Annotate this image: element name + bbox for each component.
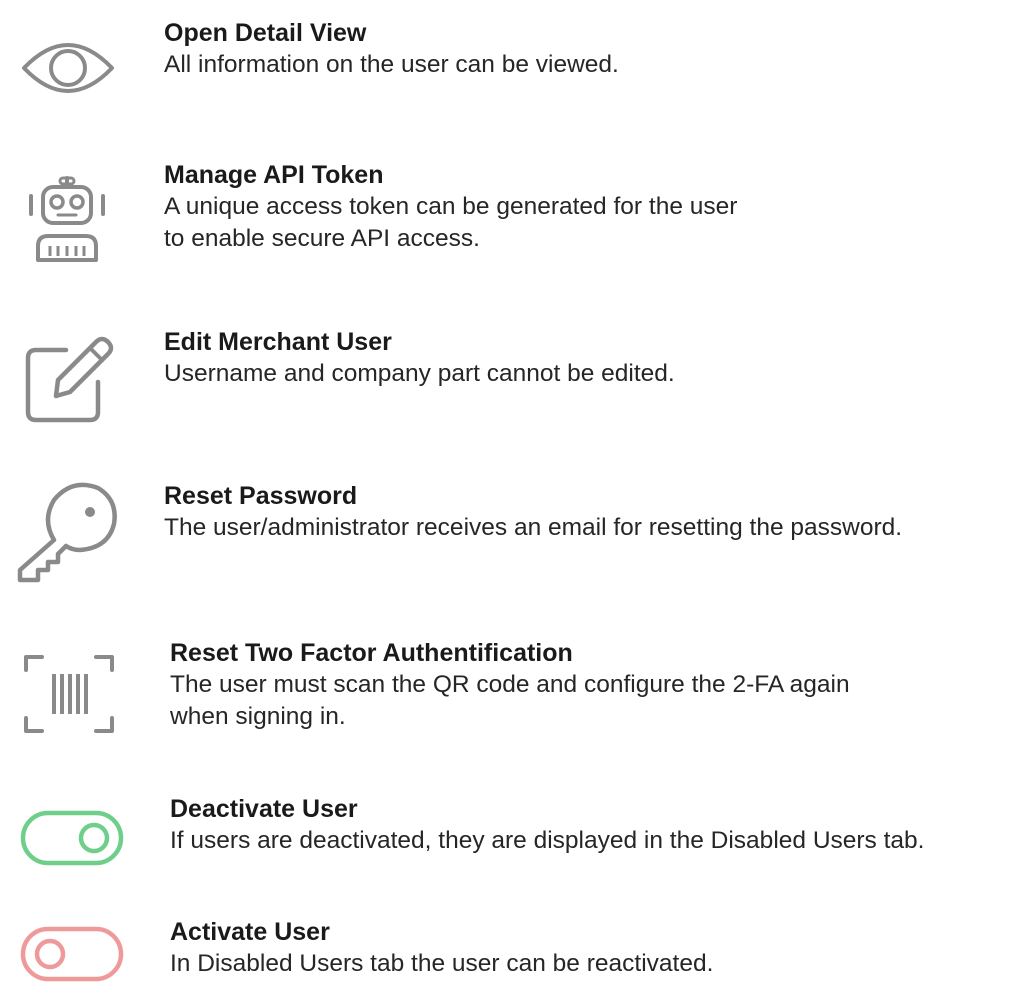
- robot-icon[interactable]: [26, 176, 108, 264]
- item-title: Reset Password: [164, 482, 358, 510]
- toggle-on-icon[interactable]: [20, 808, 124, 868]
- key-icon[interactable]: [14, 476, 120, 588]
- item-description: If users are deactivated, they are displayed in the Disabled Users tab.: [170, 827, 925, 854]
- item-title: Open Detail View: [164, 19, 367, 47]
- item-title: Edit Merchant User: [164, 328, 392, 356]
- barcode-scan-icon[interactable]: [24, 654, 114, 734]
- item-description: A unique access token can be generated for the user to enable secure API access.: [164, 193, 738, 252]
- item-title: Deactivate User: [170, 795, 358, 823]
- item-title: Manage API Token: [164, 161, 384, 189]
- item-description: The user must scan the QR code and configure the 2-FA again when signing in.: [170, 671, 850, 730]
- item-description: The user/administrator receives an email for resetting the password.: [164, 514, 903, 541]
- edit-icon[interactable]: [22, 334, 114, 426]
- item-title: Reset Two Factor Authentification: [170, 639, 573, 667]
- toggle-off-icon[interactable]: [20, 924, 124, 984]
- item-description: In Disabled Users tab the user can be reactivated.: [170, 950, 714, 977]
- item-description: All information on the user can be viewed.: [164, 51, 619, 78]
- eye-icon[interactable]: [18, 28, 118, 108]
- item-description: Username and company part cannot be edited.: [164, 360, 675, 387]
- item-title: Activate User: [170, 918, 330, 946]
